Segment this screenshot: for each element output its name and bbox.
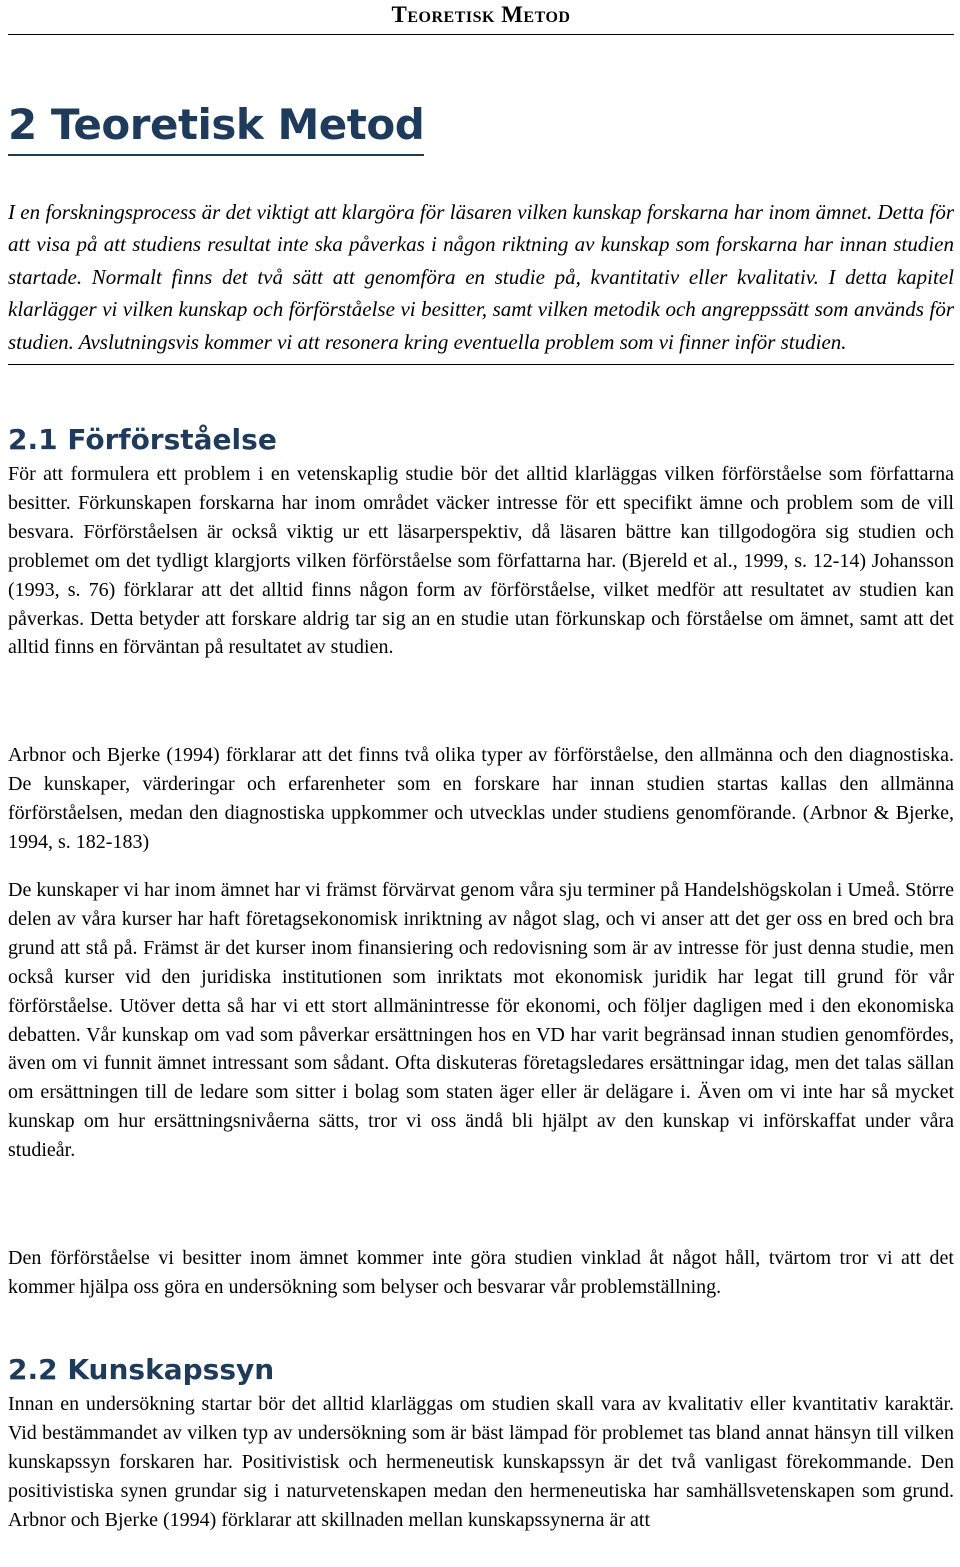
running-header <box>8 0 954 35</box>
paragraph: Arbnor och Bjerke (1994) förklarar att det finns två olika typer av förförståelse, den allmänna och den diagnostiska. De kunskaper, värderingar och erfarenheter som en forskare har innan studien startas kallas den allmänna förförståelsen, medan den diagnostiska uppkommer och utvecklas under studiens genomförande. (Arbnor & Bjerke, 1994, s. 182-183) <box>8 744 954 853</box>
section-title-kunskapssyn: 2.2 Kunskapssyn <box>8 1353 275 1386</box>
paragraph: Innan en undersökning startar bör det alltid klarläggas om studien skall vara av kvalitativ eller kvantitativ karaktär. Vid bestämmandet av vilken typ av undersökning som är bäst lämpad för problemet tas bland annat hänsyn till vilken kunskapssyn forskaren har. Positivistisk och hermeneutisk kunskapssyn är det två vanligast förekommande. Den positivistiska synen grundar sig i naturvetenskapen medan den hermeneutiska har samhällsvetenskapen som grund. Arbnor och Bjerke (1994) förklarar att skillnaden mellan kunskapssynerna är att <box>8 1393 954 1531</box>
running-header-title: Teoretisk Metod <box>391 2 571 27</box>
section-title-forforstaelse: 2.1 Förförståelse <box>8 423 277 456</box>
paragraph: De kunskaper vi har inom ämnet har vi främst förvärvat genom våra sju terminer på Handelshögskolan i Umeå. Större delen av våra kurser har haft företagsekonomisk inriktning av något slag, och vi anser att det ger oss en bred och bra grund att stå på. Främst är det kurser inom finansiering och redovisning som är av intresse för just denna studie, men också kurser vid den juridiska institutionen som inriktats mot ekonomisk juridik har legat till grund för vår förförståelse. Utöver detta så har vi ett stort allmänintresse för ekonomi, och följer dagligen med i den ekonomiska debatten. Vår kunskap om vad som påverkar ersättningen hos en VD har varit begränsad innan studien genomfördes, även om vi funnit ämnet intressant som sådant. Ofta diskuteras företagsledares ersättningar idag, men det talas sällan om ersättningen till de ledare som sitter i bolag som staten äger eller är delägare i. Även om vi inte har så mycket kunskap om hur ersättningsnivåerna sätts, tror vi oss ändå bli hjälpt av den kunskap vi införskaffat under våra studieår. <box>8 879 954 1162</box>
chapter-title: 2 Teoretisk Metod <box>8 96 424 156</box>
paragraph: För att formulera ett problem i en vetenskaplig studie bör det alltid klarläggas vilken förförståelse som författarna besitter. Förkunskapen forskarna har inom området väcker intresse för ett specifikt ämne och problem som de vill besvara. Förförståelsen är också viktig ur ett läsarperspektiv, då läsaren bättre kan tillgodogöra sig studien och problemet om det tydligt klargjorts vilken förförståelse som författarna har. (Bjereld et al., 1999, s. 12-14) Johansson (1993, s. 76) förklarar att det alltid finns någon form av förförståelse, vilket medför att resultatet av studien kan påverkas. Detta betyder att forskare aldrig tar sig an en studie utan förkunskap och förståelse om ämnet, samt att det alltid finns en förväntan på resultatet av studien. <box>8 463 954 659</box>
chapter-intro: I en forskningsprocess är det viktigt att klargöra för läsaren vilken kunskap forskarna har inom ämnet. Detta för att visa på att studiens resultat inte ska påverkas i någon riktning av kunskap som forskarna har innan studien startade. Normalt finns det två sätt att genomföra en studie på, kvantitativ eller kvalitativ. I detta kapitel klarlägger vi vilken kunskap och förförståelse vi besitter, samt vilken metodik och angreppssätt som används för studien. Avslutningsvis kommer vi att resonera kring eventuella problem som vi finner inför studien. <box>8 196 954 365</box>
paragraph: Den förförståelse vi besitter inom ämnet kommer inte göra studien vinklad åt något håll, tvärtom tror vi att det kommer hjälpa oss göra en undersökning som belyser och besvarar vår problemställning. <box>8 1247 954 1298</box>
